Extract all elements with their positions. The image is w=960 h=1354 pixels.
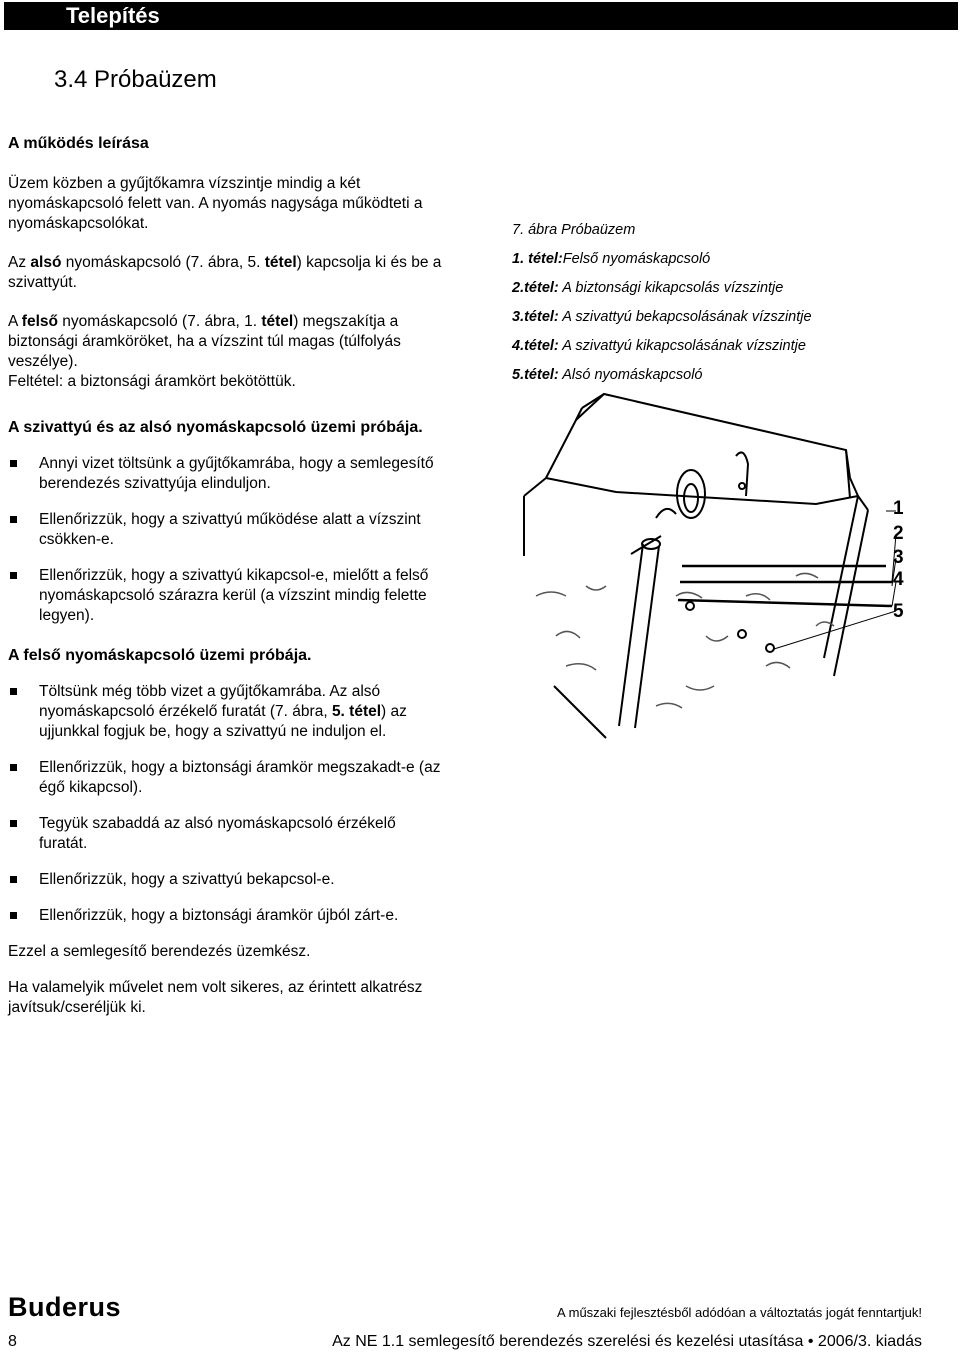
caption-item: 2.tétel: A biztonsági kikapcsolás vízszintje [512, 280, 784, 296]
main-text-column [8, 134, 448, 1018]
list-item: Ellenőrizzük, hogy a biztonsági áramkör megszakadt-e (az égő kikapcsol). [8, 758, 448, 798]
figure-caption [512, 216, 932, 390]
footer-notice: A műszaki fejlesztésből adódóan a változtatás jogát fenntartjuk! [557, 1305, 922, 1320]
list-item: Annyi vizet töltsünk a gyűjtőkamrába, hogy a semlegesítő berendezés szivattyúja elinduljon. [8, 454, 448, 494]
paragraph-condition: Feltétel: a biztonsági áramkört bekötöttük. [8, 373, 296, 390]
caption-title: 7. ábra Próbaüzem [512, 222, 636, 238]
figure-label-5: 5 [893, 601, 904, 622]
section-title: 3.4 Próbaüzem [54, 66, 217, 93]
upper-test-list [8, 682, 448, 926]
list-item: Ellenőrizzük, hogy a szivattyú működése alatt a vízszint csökken-e. [8, 510, 448, 550]
list-item: Töltsünk még több vizet a gyűjtőkamrába. Az alsó nyomáskapcsoló érzékelő furatát (7. ábra, 5. tétel) az ujjunkkal fogjuk be, hogy a szivattyú ne induljon el. [8, 682, 448, 742]
paragraph-ready: Ezzel a semlegesítő berendezés üzemkész. [8, 943, 311, 960]
figure-label-3: 3 [893, 547, 904, 568]
figure-label-2: 2 [893, 523, 904, 544]
tank-illustration [516, 386, 912, 742]
tank-back-edge [582, 394, 850, 498]
paragraph-failure: Ha valamelyik művelet nem volt sikeres, az érintett alkatrész javítsuk/cseréljük ki. [8, 979, 423, 1016]
heading-pump-test: A szivattyú és az alsó nyomáskapcsoló üzemi próbája. [8, 419, 423, 436]
document-title: Az NE 1.1 semlegesítő berendezés szerelési és kezelési utasítása • 2006/3. kiadás [332, 1333, 922, 1350]
header-title: Telepítés [66, 3, 160, 28]
caption-item: 1. tétel:Felső nyomáskapcsoló [512, 251, 711, 267]
caption-item: 5.tétel: Alsó nyomáskapcsoló [512, 367, 703, 383]
page-number: 8 [8, 1333, 17, 1350]
paragraph-operation: Üzem közben a gyűjtőkamra vízszintje mindig a két nyomáskapcsoló felett van. A nyomás nagysága működteti a nyomáskapcsolókat. [8, 175, 423, 232]
heading-operation: A működés leírása [8, 135, 149, 152]
list-item: Ellenőrizzük, hogy a szivattyú kikapcsol-e, mielőtt a felső nyomáskapcsoló szárazra kerül (a vízszint mindig felette legyen). [8, 566, 448, 626]
header-bar [4, 2, 958, 30]
tank-diagram [516, 386, 912, 742]
list-item: Tegyük szabaddá az alsó nyomáskapcsoló érzékelő furatát. [8, 814, 448, 854]
paragraph-lower-switch: Az alsó nyomáskapcsoló (7. ábra, 5. tétel) kapcsolja ki és be a szivattyút. [8, 254, 442, 291]
figure-label-1: 1 [893, 498, 904, 519]
list-item: Ellenőrizzük, hogy a szivattyú bekapcsol-e. [8, 870, 448, 890]
heading-upper-test: A felső nyomáskapcsoló üzemi próbája. [8, 647, 312, 664]
figure-label-4: 4 [893, 569, 904, 590]
list-item: Ellenőrizzük, hogy a biztonsági áramkör újból zárt-e. [8, 906, 448, 926]
caption-item: 4.tétel: A szivattyú kikapcsolásának vízszintje [512, 338, 806, 354]
level-line-3 [678, 600, 892, 606]
caption-item: 3.tétel: A szivattyú bekapcsolásának vízszintje [512, 309, 812, 325]
brand-logo: Buderus [8, 1292, 122, 1322]
pump-test-list [8, 454, 448, 626]
paragraph-upper-switch: A felső nyomáskapcsoló (7. ábra, 1. tétel) megszakítja a biztonsági áramköröket, ha a vízszint túl magas (túlfolyás veszélye). [8, 313, 401, 370]
